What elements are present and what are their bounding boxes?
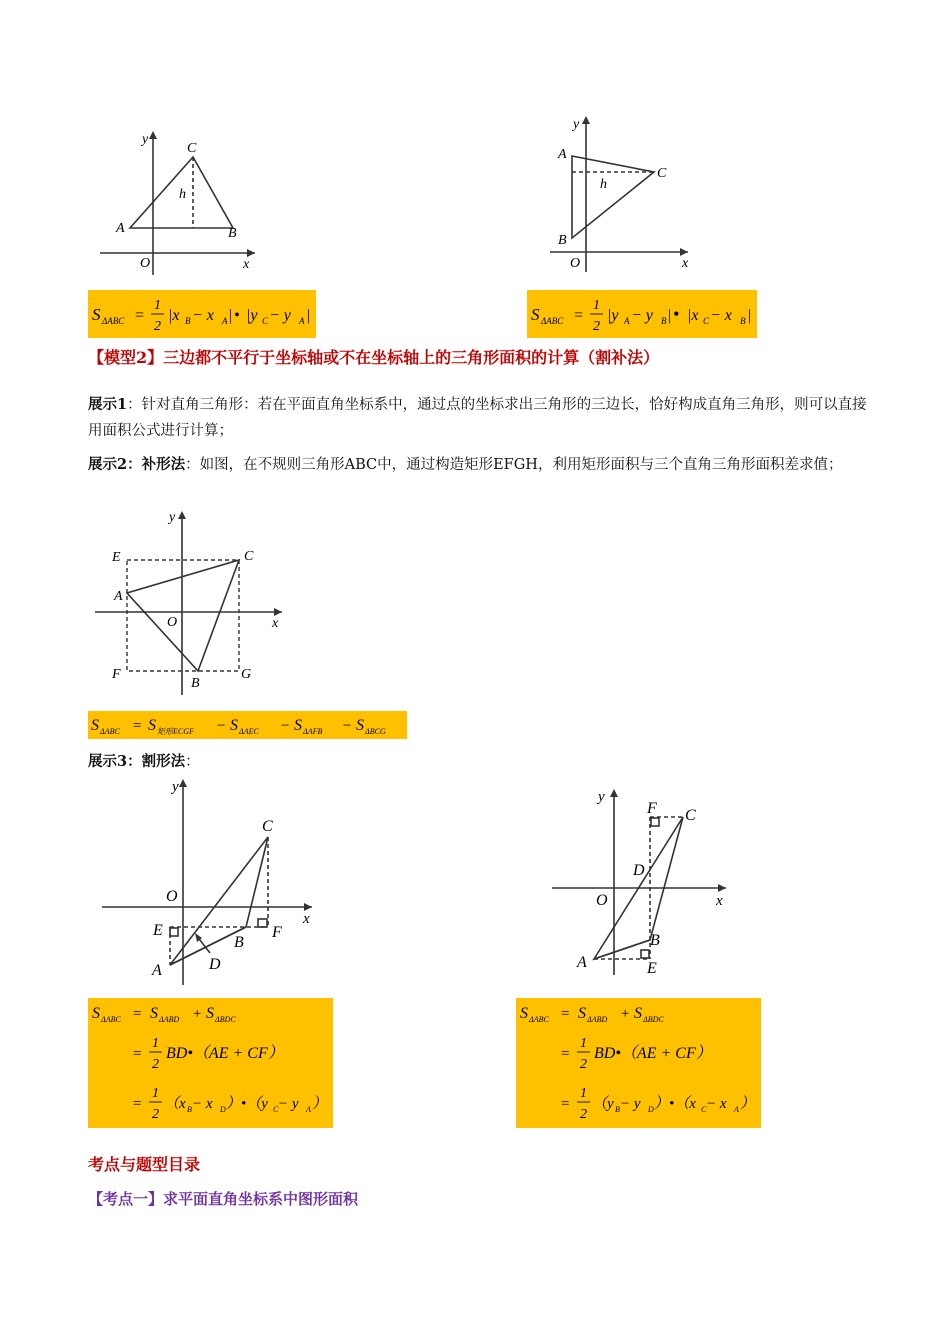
svg-text:ΔAFB: ΔAFB bbox=[303, 727, 323, 736]
svg-text:1: 1 bbox=[152, 1036, 159, 1051]
svg-text:S: S bbox=[206, 1005, 214, 1022]
x-axis-label: x bbox=[682, 256, 689, 271]
svg-text:A: A bbox=[299, 316, 305, 326]
svg-text:− y: − y bbox=[620, 1096, 641, 1112]
svg-text:BD•（AE + CF）: BD•（AE + CF） bbox=[594, 1045, 712, 1062]
svg-text:=: = bbox=[560, 1006, 571, 1022]
svg-text:|: | bbox=[667, 307, 672, 324]
figure-triangle-horizontal-base bbox=[100, 125, 265, 275]
svg-text:2: 2 bbox=[580, 1057, 587, 1072]
svg-text:ΔABC: ΔABC bbox=[541, 316, 564, 326]
formula-cut-left bbox=[88, 998, 333, 1128]
svg-text:1: 1 bbox=[580, 1086, 587, 1101]
svg-text:S: S bbox=[520, 1005, 528, 1022]
formula-horizontal-base bbox=[88, 290, 316, 338]
show2-paragraph bbox=[88, 452, 868, 478]
point-c-label: C bbox=[244, 549, 254, 564]
svg-text:•: • bbox=[673, 304, 680, 324]
point-f-label: F bbox=[647, 800, 657, 817]
toc-item-1[interactable]: 【考点一】求平面直角坐标系中图形面积 bbox=[88, 1190, 359, 1208]
point-b-label: B bbox=[650, 932, 660, 949]
point-b-label: B bbox=[558, 233, 567, 248]
x-axis-label: x bbox=[272, 616, 279, 631]
svg-text:S: S bbox=[148, 717, 156, 734]
svg-text:2: 2 bbox=[154, 319, 161, 334]
origin-label: O bbox=[167, 615, 178, 630]
y-axis-label: y bbox=[573, 117, 580, 132]
svg-text:2: 2 bbox=[580, 1107, 587, 1122]
svg-text:=: = bbox=[134, 307, 145, 324]
svg-text:−: − bbox=[280, 718, 291, 734]
point-g-label: G bbox=[241, 667, 252, 682]
svg-text:A: A bbox=[222, 316, 228, 326]
svg-text:|: | bbox=[747, 307, 752, 324]
x-axis-label: x bbox=[243, 257, 250, 272]
point-a-label: A bbox=[558, 147, 567, 162]
svg-text:S: S bbox=[91, 717, 99, 734]
svg-text:B: B bbox=[187, 1105, 192, 1114]
svg-text:=: = bbox=[560, 1096, 571, 1112]
show1-text: ：针对直角三角形：若在平面直角坐标系中，通过点的坐标求出三角形的三边长，恰好构成直角三角形，则可以直接用面积公式进行计算； bbox=[88, 397, 867, 439]
svg-text:|x: |x bbox=[687, 307, 699, 324]
svg-text:S: S bbox=[92, 1005, 100, 1022]
svg-text:A: A bbox=[734, 1105, 739, 1114]
svg-text:B: B bbox=[185, 316, 191, 326]
svg-text:）•（y: ）•（y bbox=[226, 1096, 268, 1112]
svg-text:1: 1 bbox=[580, 1036, 587, 1051]
svg-text:− x: − x bbox=[192, 1096, 213, 1112]
svg-text:ΔABD: ΔABD bbox=[587, 1015, 608, 1024]
toc-title: 考点与题型目录 bbox=[88, 1155, 201, 1174]
point-e-label: E bbox=[153, 922, 163, 939]
svg-text:+: + bbox=[192, 1006, 203, 1022]
svg-text:S: S bbox=[578, 1005, 586, 1022]
point-f-label: F bbox=[272, 924, 282, 941]
point-b-label: B bbox=[191, 676, 200, 691]
point-c-label: C bbox=[187, 141, 197, 156]
svg-text:C: C bbox=[701, 1105, 707, 1114]
svg-text:•: • bbox=[234, 307, 240, 324]
origin-label: O bbox=[166, 888, 178, 905]
svg-text:−: − bbox=[342, 718, 353, 734]
svg-text:B: B bbox=[740, 316, 746, 326]
y-axis-label: y bbox=[169, 510, 176, 525]
x-axis-label: x bbox=[716, 893, 723, 909]
show3-label: 展示3：割形法 bbox=[88, 753, 186, 770]
point-c-label: C bbox=[262, 818, 273, 835]
point-b-label: B bbox=[228, 226, 237, 241]
figure-triangle-vertical-base bbox=[550, 112, 700, 272]
point-e-label: E bbox=[112, 550, 121, 565]
svg-text:C: C bbox=[273, 1105, 279, 1114]
origin-label: O bbox=[596, 892, 608, 909]
svg-text:|x: |x bbox=[168, 307, 180, 324]
figure-complement-rectangle bbox=[90, 505, 290, 695]
point-d-label: D bbox=[633, 862, 645, 879]
svg-text:B: B bbox=[661, 316, 667, 326]
svg-text:− x: − x bbox=[710, 307, 732, 324]
show2-text: ：如图，在不规则三角形ABC中，通过构造矩形EFGH，利用矩形面积与三个直角三角形面积差求值； bbox=[185, 457, 843, 473]
show2-label: 展示2：补形法 bbox=[88, 456, 186, 473]
point-c-label: C bbox=[657, 166, 667, 181]
point-a-label: A bbox=[152, 962, 162, 979]
show1-label: 展示1 bbox=[88, 396, 128, 413]
svg-text:A: A bbox=[624, 316, 630, 326]
svg-text:S: S bbox=[92, 305, 101, 324]
svg-text:|: | bbox=[306, 307, 311, 324]
svg-text:− x: − x bbox=[192, 307, 214, 324]
show3-paragraph bbox=[88, 749, 868, 775]
svg-text:1: 1 bbox=[152, 1086, 159, 1101]
origin-label: O bbox=[570, 256, 581, 271]
svg-text:−: − bbox=[216, 718, 227, 734]
svg-text:B: B bbox=[615, 1105, 620, 1114]
svg-text:ΔABC: ΔABC bbox=[102, 316, 125, 326]
figure-cut-right bbox=[550, 785, 735, 975]
x-axis-label: x bbox=[303, 911, 310, 927]
svg-text:1: 1 bbox=[593, 298, 600, 313]
svg-text:=: = bbox=[132, 718, 143, 734]
svg-text:（x: （x bbox=[164, 1096, 186, 1112]
figure-cut-left bbox=[100, 775, 325, 985]
show1-paragraph bbox=[88, 392, 868, 444]
svg-text:ΔBDC: ΔBDC bbox=[643, 1015, 664, 1024]
svg-text:S: S bbox=[531, 305, 540, 324]
svg-text:ΔABC: ΔABC bbox=[101, 1015, 121, 1024]
svg-text:C: C bbox=[703, 316, 710, 326]
model2-heading: 【模型2】三边都不平行于坐标轴或不在坐标轴上的三角形面积的计算（割补法） bbox=[88, 348, 660, 367]
svg-text:|: | bbox=[228, 307, 233, 324]
svg-text:=: = bbox=[132, 1096, 143, 1112]
svg-text:=: = bbox=[560, 1046, 571, 1062]
svg-text:矩形ECGF: 矩形ECGF bbox=[157, 727, 194, 736]
svg-text:ΔABD: ΔABD bbox=[159, 1015, 180, 1024]
svg-text:=: = bbox=[573, 307, 584, 324]
formula-vertical-base bbox=[527, 290, 757, 338]
svg-text:− y: − y bbox=[278, 1096, 299, 1112]
y-axis-label: y bbox=[598, 789, 605, 805]
svg-text:|y: |y bbox=[607, 307, 619, 324]
svg-text:）: ） bbox=[740, 1096, 756, 1112]
svg-text:（y: （y bbox=[592, 1096, 614, 1112]
svg-text:S: S bbox=[356, 717, 364, 734]
svg-text:D: D bbox=[648, 1105, 654, 1114]
svg-text:− y: − y bbox=[631, 307, 653, 324]
svg-text:=: = bbox=[132, 1006, 143, 1022]
svg-text:ΔBDC: ΔBDC bbox=[215, 1015, 236, 1024]
svg-text:− y: − y bbox=[269, 307, 291, 324]
svg-text:C: C bbox=[262, 316, 269, 326]
point-a-label: A bbox=[577, 954, 587, 971]
svg-text:S: S bbox=[294, 717, 302, 734]
point-b-label: B bbox=[234, 934, 244, 951]
svg-text:S: S bbox=[230, 717, 238, 734]
svg-text:1: 1 bbox=[154, 298, 161, 313]
formula-complement bbox=[88, 711, 407, 739]
svg-text:2: 2 bbox=[152, 1107, 159, 1122]
svg-text:2: 2 bbox=[593, 319, 600, 334]
svg-text:− x: − x bbox=[706, 1096, 727, 1112]
point-c-label: C bbox=[685, 807, 696, 824]
height-label: h bbox=[179, 187, 186, 202]
svg-text:）•（x: ）•（x bbox=[654, 1096, 696, 1112]
svg-text:|y: |y bbox=[246, 307, 258, 324]
svg-text:ΔAEC: ΔAEC bbox=[239, 727, 259, 736]
svg-text:ΔABC: ΔABC bbox=[529, 1015, 549, 1024]
svg-text:2: 2 bbox=[152, 1057, 159, 1072]
svg-text:）: ） bbox=[312, 1096, 328, 1112]
point-e-label: E bbox=[647, 960, 657, 975]
svg-text:D: D bbox=[220, 1105, 226, 1114]
point-f-label: F bbox=[112, 667, 121, 682]
svg-text:BD•（AE + CF）: BD•（AE + CF） bbox=[166, 1045, 284, 1062]
point-a-label: A bbox=[116, 221, 125, 236]
svg-text:S: S bbox=[634, 1005, 642, 1022]
height-label: h bbox=[600, 177, 607, 192]
formula-cut-right bbox=[516, 998, 761, 1128]
show3-colon: ： bbox=[185, 754, 200, 770]
svg-text:=: = bbox=[132, 1046, 143, 1062]
svg-text:+: + bbox=[620, 1006, 631, 1022]
origin-label: O bbox=[140, 256, 151, 271]
point-a-label: A bbox=[114, 589, 123, 604]
point-d-label: D bbox=[209, 956, 221, 973]
y-axis-label: y bbox=[142, 132, 149, 147]
svg-text:A: A bbox=[306, 1105, 311, 1114]
svg-text:ΔBCG: ΔBCG bbox=[365, 727, 386, 736]
svg-text:ΔABC: ΔABC bbox=[100, 727, 120, 736]
svg-text:S: S bbox=[150, 1005, 158, 1022]
y-axis-label: y bbox=[172, 779, 179, 795]
